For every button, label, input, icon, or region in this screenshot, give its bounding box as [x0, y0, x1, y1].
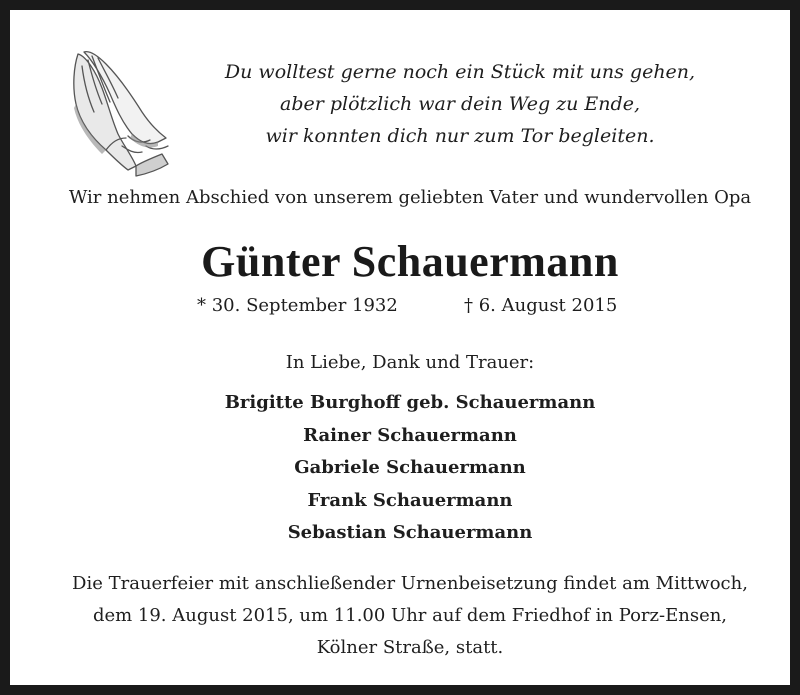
- funeral-notice: [10, 568, 800, 664]
- funeral-line: Die Trauerfeier mit anschließender Urnenbeisetzung findet am Mittwoch,: [72, 573, 748, 594]
- poem-line: wir konnten dich nur zum Tor begleiten.: [265, 125, 655, 147]
- praying-hands-icon: [62, 46, 174, 178]
- funeral-line: dem 19. August 2015, um 11.00 Uhr auf dem Friedhof in Porz-Ensen,: [92, 605, 728, 626]
- survivor-name: Frank Schauermann: [307, 489, 513, 511]
- survivor-name: Sebastian Schauermann: [287, 522, 533, 543]
- deceased-name: Günter Schauermann: [201, 237, 619, 286]
- death-date: † 6. August 2015: [464, 295, 618, 316]
- survivor-name: Gabriele Schauermann: [294, 457, 526, 478]
- survivor-list: [10, 387, 800, 550]
- survivor-name: Brigitte Burghoff geb. Schauermann: [224, 392, 596, 413]
- poem: [170, 56, 750, 152]
- birth-date: * 30. September 1932: [197, 295, 398, 316]
- mourning-line: In Liebe, Dank und Trauer:: [285, 352, 535, 373]
- funeral-line: Kölner Straße, statt.: [316, 637, 504, 658]
- survivor-name: Rainer Schauermann: [303, 424, 517, 446]
- poem-line: aber plötzlich war dein Weg zu Ende,: [280, 93, 640, 115]
- poem-line: Du wolltest gerne noch ein Stück mit uns gehen,: [224, 61, 696, 83]
- intro-text: Wir nehmen Abschied von unserem geliebten Vater und wundervollen Opa: [68, 187, 752, 208]
